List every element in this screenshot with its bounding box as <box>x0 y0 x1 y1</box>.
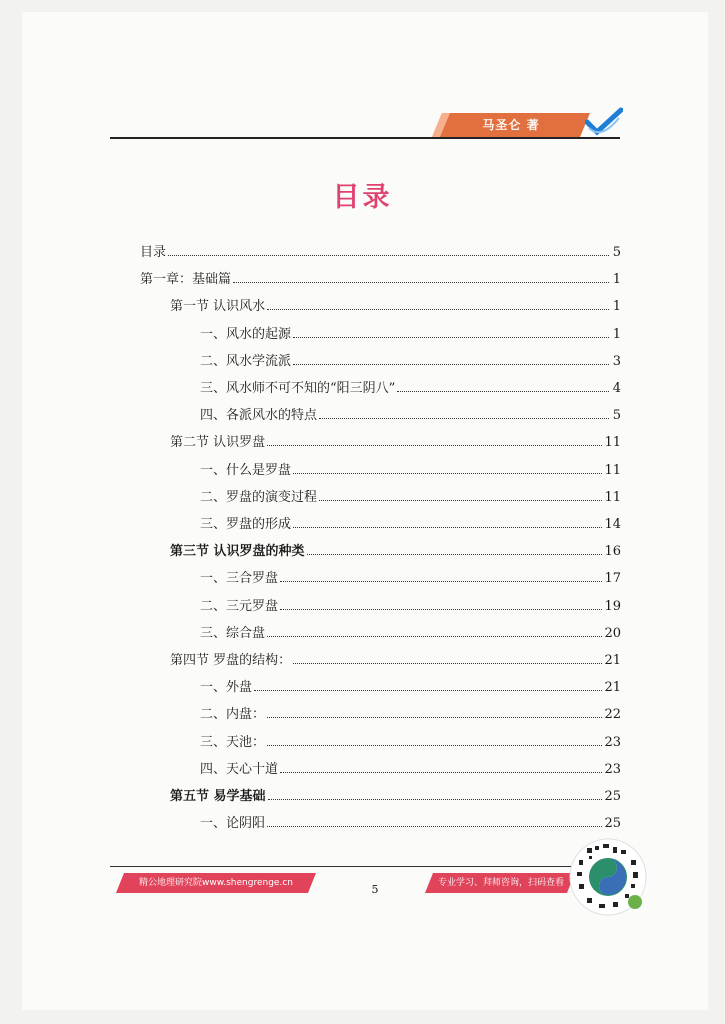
toc-entry[interactable] <box>200 730 621 750</box>
toc-entry-label: 二、内盘： <box>200 707 266 723</box>
toc-entry[interactable] <box>170 539 621 559</box>
toc-entry[interactable] <box>200 376 621 396</box>
qr-code-icon[interactable] <box>569 838 647 916</box>
toc-entry[interactable] <box>200 702 621 722</box>
toc-entry-label: 三、综合盘 <box>200 625 266 641</box>
toc-entry-label: 第一章：基础篇 <box>140 272 232 288</box>
toc-entry-label: 二、三元罗盘 <box>200 598 279 614</box>
toc-dot-leader <box>280 771 602 773</box>
toc-dot-leader <box>267 308 609 310</box>
toc-dot-leader <box>233 281 609 283</box>
toc-entry-page: 4 <box>612 381 621 396</box>
toc-entry-page: 23 <box>604 761 621 777</box>
footer-rule <box>110 866 580 867</box>
toc-entry-label: 目录 <box>140 245 167 260</box>
toc-entry[interactable] <box>200 621 621 641</box>
toc-dot-leader <box>168 254 609 256</box>
toc-entry-page: 25 <box>604 816 621 832</box>
toc-entry[interactable] <box>170 648 621 668</box>
toc-dot-leader <box>397 390 609 392</box>
toc-entry-page: 14 <box>604 517 621 532</box>
toc-entry-page: 1 <box>612 272 621 288</box>
page-number: 5 <box>371 883 379 896</box>
toc-dot-leader <box>293 526 602 528</box>
toc-entry[interactable] <box>200 458 621 478</box>
toc-entry-page: 11 <box>604 435 621 451</box>
toc-dot-leader <box>293 662 602 664</box>
toc-entry-page: 1 <box>612 299 621 315</box>
toc-entry[interactable] <box>200 594 621 614</box>
toc-entry-label: 一、什么是罗盘 <box>200 462 292 478</box>
toc-entry[interactable] <box>200 566 621 586</box>
toc-entry-page: 11 <box>604 462 621 478</box>
toc-entry-page: 1 <box>612 326 621 342</box>
toc-entry-page: 23 <box>604 734 621 750</box>
toc-dot-leader <box>267 444 602 446</box>
toc-entry-label: 四、天心十道 <box>200 761 279 777</box>
toc-entry-label: 三、天池： <box>200 734 266 750</box>
toc-entry[interactable] <box>200 757 621 777</box>
toc-entry-page: 25 <box>604 789 621 804</box>
toc-entry-label: 第三节 认识罗盘的种类 <box>170 544 305 560</box>
toc-entry[interactable] <box>200 485 621 505</box>
toc-dot-leader <box>293 363 609 365</box>
toc-entry-page: 20 <box>604 625 621 641</box>
toc-entry-label: 二、风水学流派 <box>200 353 292 369</box>
toc-entry-page: 3 <box>612 353 621 369</box>
toc-entry[interactable] <box>200 675 621 695</box>
toc-entry-page: 5 <box>612 245 621 260</box>
checkmark-logo-icon <box>585 106 623 140</box>
toc-entry-page: 17 <box>604 571 621 587</box>
toc-entry-label: 三、罗盘的形成 <box>200 517 292 532</box>
toc-entry-label: 二、罗盘的演变过程 <box>200 489 318 505</box>
header-rule <box>110 137 620 139</box>
toc-entry-page: 19 <box>604 598 621 614</box>
toc-dot-leader <box>319 499 602 501</box>
toc-dot-leader <box>267 716 602 718</box>
toc-entry-page: 21 <box>604 680 621 696</box>
toc-entry-label: 一、三合罗盘 <box>200 571 279 587</box>
toc-entry[interactable] <box>200 512 621 532</box>
toc-entry[interactable] <box>140 267 621 287</box>
toc-entry[interactable] <box>170 784 621 804</box>
toc-dot-leader <box>267 744 602 746</box>
toc-dot-leader <box>307 553 603 555</box>
footer-right-tag: 专业学习、拜师咨询，扫码查看 <box>437 878 564 888</box>
toc-dot-leader <box>280 580 602 582</box>
toc-entry-label: 一、外盘 <box>200 680 253 696</box>
toc-dot-leader <box>254 689 602 691</box>
toc-dot-leader <box>319 417 609 419</box>
toc-entry-label: 第四节 罗盘的结构： <box>170 653 292 668</box>
toc-entry-page: 22 <box>604 707 621 723</box>
toc-dot-leader <box>267 635 602 637</box>
toc-entry[interactable] <box>170 430 621 450</box>
toc-entry-label: 第二节 认识罗盘 <box>170 435 266 451</box>
author-label: 马圣仑 著 <box>482 118 540 132</box>
toc-entry-label: 第一节 认识风水 <box>170 299 266 315</box>
toc-entry-label: 第五节 易学基础 <box>170 789 266 804</box>
toc-dot-leader <box>267 825 602 827</box>
toc-entry-page: 5 <box>612 408 621 424</box>
toc-dot-leader <box>280 608 602 610</box>
toc-entry-page: 11 <box>604 489 621 505</box>
toc-entry-page: 16 <box>604 544 621 560</box>
toc-dot-leader <box>268 798 603 800</box>
page-title: 目录 <box>332 182 393 213</box>
toc-entry[interactable] <box>140 240 621 260</box>
toc-entry-label: 四、各派风水的特点 <box>200 408 318 424</box>
toc-entry-label: 一、论阴阳 <box>200 816 266 832</box>
toc-dot-leader <box>293 472 602 474</box>
toc-entry[interactable] <box>200 811 621 831</box>
toc-entry[interactable] <box>170 294 621 314</box>
footer-left-tag: 精公地理研究院www.shengrenge.cn <box>139 878 293 888</box>
toc-entry-label: 一、风水的起源 <box>200 326 292 342</box>
toc-entry-label: 三、风水师不可不知的“阳三阴八” <box>200 381 396 396</box>
toc-entry-page: 21 <box>604 653 621 668</box>
toc-entry[interactable] <box>200 403 621 423</box>
toc-dot-leader <box>293 336 609 338</box>
toc-entry[interactable] <box>200 322 621 342</box>
toc-entry[interactable] <box>200 349 621 369</box>
